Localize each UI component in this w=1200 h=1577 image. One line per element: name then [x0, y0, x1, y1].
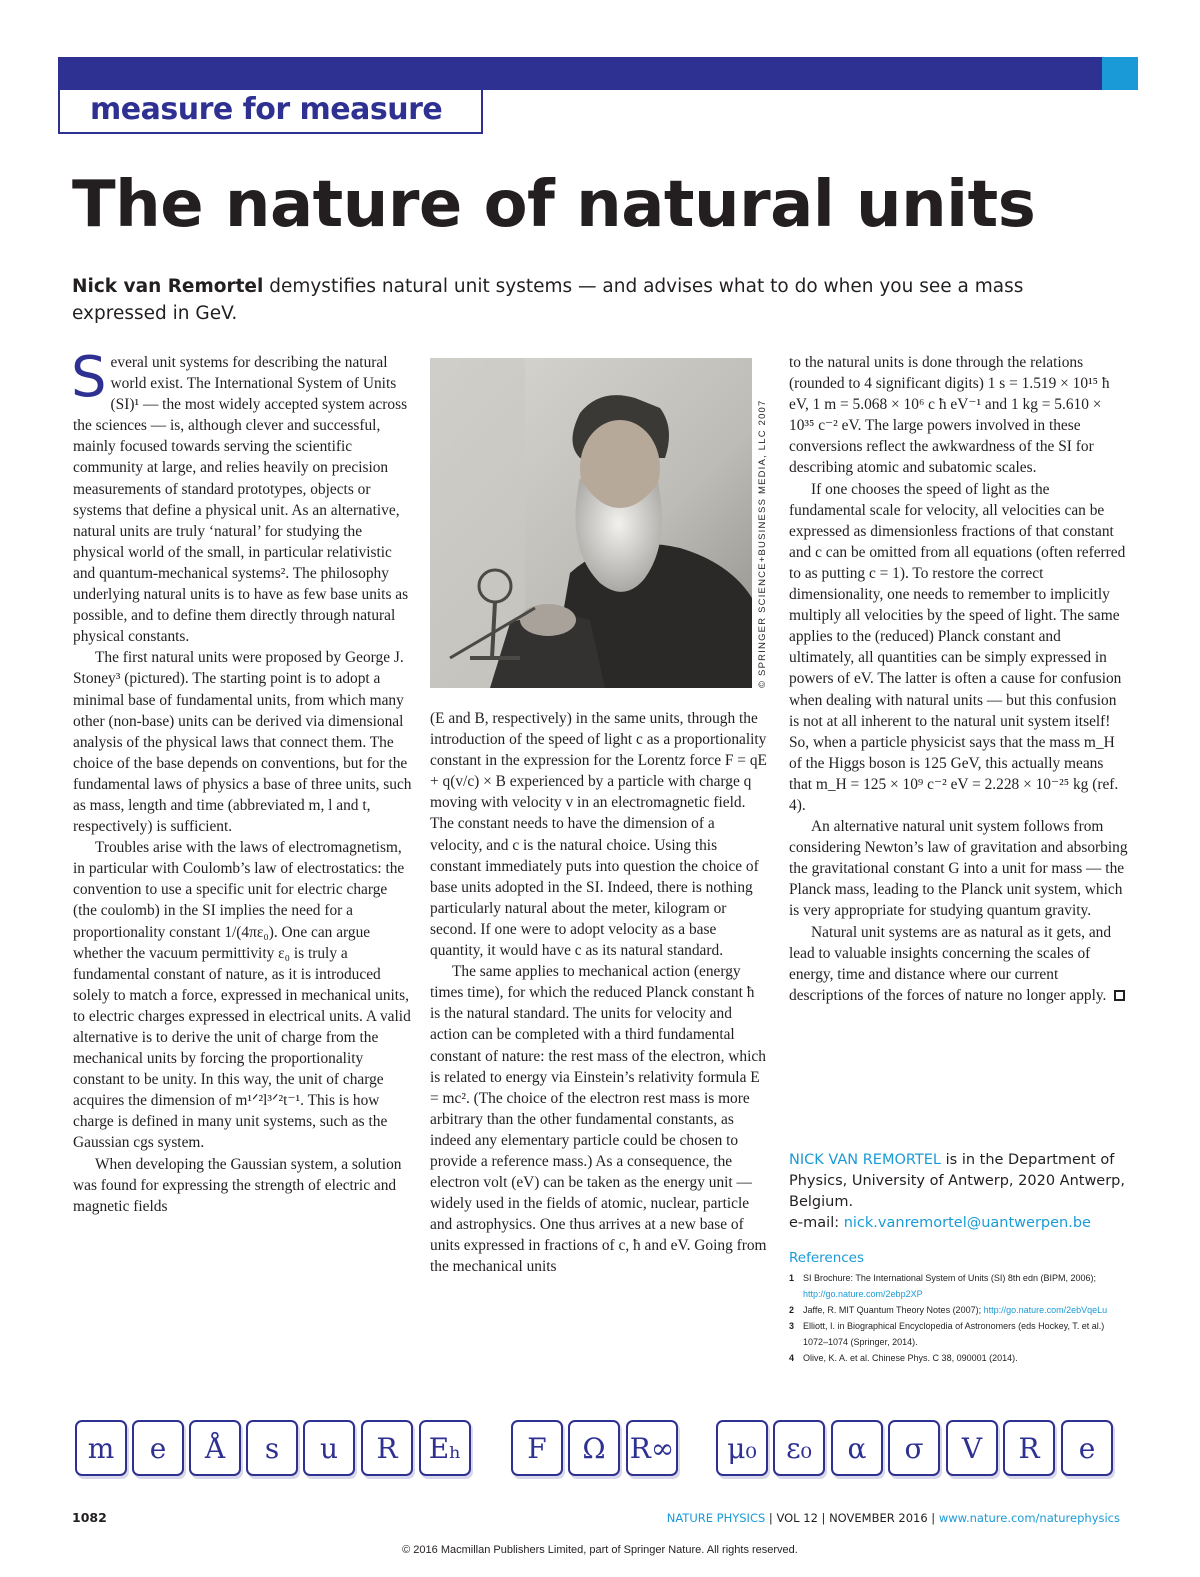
letter-tile: s	[246, 1420, 298, 1476]
journal-name: NATURE PHYSICS	[666, 1511, 766, 1525]
reference-item	[789, 1350, 1124, 1366]
page-number: 1082	[72, 1510, 107, 1525]
author-email-link[interactable]: nick.vanremortel@uantwerpen.be	[843, 1215, 1091, 1231]
journal-url-link[interactable]: www.nature.com/naturephysics	[938, 1511, 1120, 1525]
running-footer	[667, 1511, 1120, 1525]
reference-text: Olive, K. A. et al. Chinese Phys. C 38, 090001 (2014).	[803, 1353, 1018, 1363]
paragraph: If one chooses the speed of light as the fundamental scale for velocity, all velocities can be expressed as dimensionless fractions of that constant and c can be omitted from all equations (often referred to as putting c = 1). To restore the correct dimensionality, one needs to remember to implicitly multiply all velocities by the speed of light. The same applies to the (reduced) Planck constant and ultimately, all quantities can be simply expressed in powers of eV. The latter is often a cause for confusion when dealing with natural units — but this confusion is not at all inherent to the natural unit system itself! So, when a particle physicist says that the mass m_H of the Higgs boson is 125 GeV, this actually means that m_H = 125 × 10⁹ c⁻² eV = 2.228 × 10⁻²⁵ kg (ref. 4).	[789, 480, 1126, 814]
bio-author-name: NICK VAN REMORTEL	[789, 1152, 942, 1168]
letter-tile: R	[1003, 1420, 1055, 1476]
letter-tile: Ω	[568, 1420, 620, 1476]
letter-tile: ε₀	[773, 1420, 825, 1476]
reference-item	[789, 1270, 1124, 1302]
measure-letter-tiles	[75, 1420, 1120, 1480]
reference-link[interactable]: http://go.nature.com/2ebp2XP	[803, 1289, 923, 1299]
letter-tile: α	[831, 1420, 883, 1476]
paragraph	[789, 922, 1129, 1006]
section-label-box	[58, 90, 483, 134]
standfirst-author: Nick van Remortel	[72, 276, 264, 297]
reference-item	[789, 1302, 1124, 1318]
reference-link[interactable]: http://go.nature.com/2ebVqeLu	[983, 1305, 1108, 1315]
paragraph: Troubles arise with the laws of electromagnetism, in particular with Coulomb’s law of electrostatics: the convention to use a specific unit for electric charge (the coulomb) in the SI implies the need for a proportionality constant 1/(4πε₀). One can argue whether the vacuum permittivity ε₀ is truly a fundamental constant of nature, as it is introduced solely to match a force, expressed in mechanical units, to electric charges expressed in electrical units. A valid alternative is to derive the unit of charge from the mechanical units by forcing the proportionality constant to be unity. In this way, the unit of charge acquires the dimension of m¹ᐟ²l³ᐟ²t⁻¹. This is how charge is defined in many unit systems, such as the Gaussian cgs system.	[73, 839, 411, 1152]
stoney-portrait-photo	[430, 358, 752, 688]
author-bio	[789, 1150, 1129, 1234]
letter-tile: Eₕ	[419, 1420, 471, 1476]
end-of-article-square-icon	[1114, 990, 1125, 1001]
letter-tile: u	[303, 1420, 355, 1476]
column-1	[71, 345, 413, 1217]
references-heading: References	[789, 1250, 865, 1266]
reference-text: Elliott, I. in Biographical Encyclopedia of Astronomers (eds Hockey, T. et al.) 1072–1074 (Springer, 2014).	[803, 1321, 1105, 1347]
column-3	[789, 352, 1129, 1006]
header-accent-block	[1102, 57, 1138, 90]
letter-tile: V	[946, 1420, 998, 1476]
drop-cap: S	[71, 345, 107, 410]
letter-tile: R	[361, 1420, 413, 1476]
reference-number: 3	[789, 1321, 795, 1331]
paragraph: The first natural units were proposed by George J. Stoney³ (pictured). The starting point is to adopt a minimal base of fundamental units, from which many other (non-base) units can be derived via dimensional analysis of the physical laws that connect them. The choice of the base depends on conventions, but for the fundamental laws of physics a base of three units, such as mass, length and time (abbreviated m, l and t, respectively) is sufficient.	[73, 649, 412, 836]
standfirst-text: demystifies natural unit systems — and advises what to do when you see a mass expressed in GeV.	[72, 276, 1024, 324]
letter-tile: m	[75, 1420, 127, 1476]
letter-tile: F	[511, 1420, 563, 1476]
reference-number: 2	[789, 1305, 795, 1315]
reference-item	[789, 1318, 1124, 1350]
reference-number: 1	[789, 1273, 795, 1283]
reference-number: 4	[789, 1353, 795, 1363]
reference-text: SI Brochure: The International System of Units (SI) 8th edn (BIPM, 2006);	[803, 1273, 1096, 1283]
bio-text: is in the Department of Physics, University of Antwerp, 2020 Antwerp, Belgium.	[789, 1152, 1125, 1210]
column-2	[430, 708, 768, 1278]
paragraph: (E and B, respectively) in the same units, through the introduction of the speed of light c as a proportionality constant in the expression for the Lorentz force F = qE + q(v/c) × B experienced by a particle with charge q moving with velocity v in an electromagnetic field. The constant needs to have the dimension of a velocity, and c is the natural choice. Using this constant immediately puts into question the choice of base units adopted in the SI. Indeed, there is nothing particularly natural about the meter, kilogram or second. If one were to adopt velocity as a base quantity, it would have c as its natural standard.	[430, 710, 767, 960]
letter-tile: e	[1061, 1420, 1113, 1476]
paragraph-text: Natural unit systems are as natural as it gets, and lead to valuable insights concerning the scales of energy, time and distance where our current descriptions of the forces of nature no longer apply.	[789, 923, 1112, 1004]
paragraph: to the natural units is done through the relations (rounded to 4 significant digits) 1 s = 1.519 × 10¹⁵ ħ eV, 1 m = 5.068 × 10⁶ c ħ eV⁻¹ and 1 kg = 5.610 × 10³⁵ c⁻² eV. The large powers involved in these conversions reflect the awkwardness of the SI for describing atomic and subatomic scales.	[789, 354, 1110, 477]
reference-text: Jaffe, R. MIT Quantum Theory Notes (2007);	[803, 1305, 984, 1315]
copyright-notice: © 2016 Macmillan Publishers Limited, part of Springer Nature. All rights reserved.	[402, 1544, 798, 1556]
letter-tile: μ₀	[716, 1420, 768, 1476]
article-title: The nature of natural units	[72, 168, 1036, 242]
letter-tile: σ	[888, 1420, 940, 1476]
paragraph: When developing the Gaussian system, a solution was found for expressing the strength of electric and magnetic fields	[73, 1155, 402, 1215]
letter-tile: R∞	[626, 1420, 678, 1476]
email-label: e-mail:	[789, 1215, 844, 1231]
issue-info: | VOL 12 | NOVEMBER 2016 |	[765, 1511, 939, 1525]
paragraph: An alternative natural unit system follows from considering Newton’s law of gravitation and absorbing the gravitational constant G into a unit for mass — the Planck mass, leading to the Planck unit system, which is very appropriate for studying quantum gravity.	[789, 818, 1128, 920]
reference-list	[789, 1270, 1124, 1366]
letter-tile: Å	[189, 1420, 241, 1476]
section-label: measure for measure	[90, 92, 443, 127]
header-bar	[58, 57, 1102, 90]
photo-credit: © SPRINGER SCIENCE+BUSINESS MEDIA, LLC 2007	[757, 399, 768, 688]
standfirst	[72, 273, 1082, 327]
paragraph	[71, 345, 413, 647]
letter-tile: e	[132, 1420, 184, 1476]
paragraph-text: everal unit systems for describing the natural world exist. The International System of Units (SI)¹ — the most widely accepted system across the sciences — is, although clever and successful, mainly focused towards serving the scientific community at large, and relies heavily on precision measurements of standard prototypes, objects or systems that define a physical unit. As an alternative, natural units are truly ‘natural’ for studying the physical world of the small, in particular relativistic and quantum-mechanical systems². The philosophy underlying natural units is to have as few base units as possible, and to define them directly through natural physical constants.	[73, 354, 409, 646]
paragraph: The same applies to mechanical action (energy times time), for which the reduced Planck constant ħ is the natural standard. The units for velocity and action can be completed with a third fundamental constant of nature: the rest mass of the electron, which is related to energy via Einstein’s relativity formula E = mc². (The choice of the electron rest mass is more arbitrary than the other fundamental constants, as indeed any elementary particle could be chosen to provide a reference mass.) As a consequence, the electron volt (eV) can be taken as the energy unit — widely used in the fields of atomic, nuclear, particle and astrophysics. One thus arrives at a new base of units expressed in fractions of c, ħ and eV. Going from the mechanical units	[430, 963, 767, 1276]
